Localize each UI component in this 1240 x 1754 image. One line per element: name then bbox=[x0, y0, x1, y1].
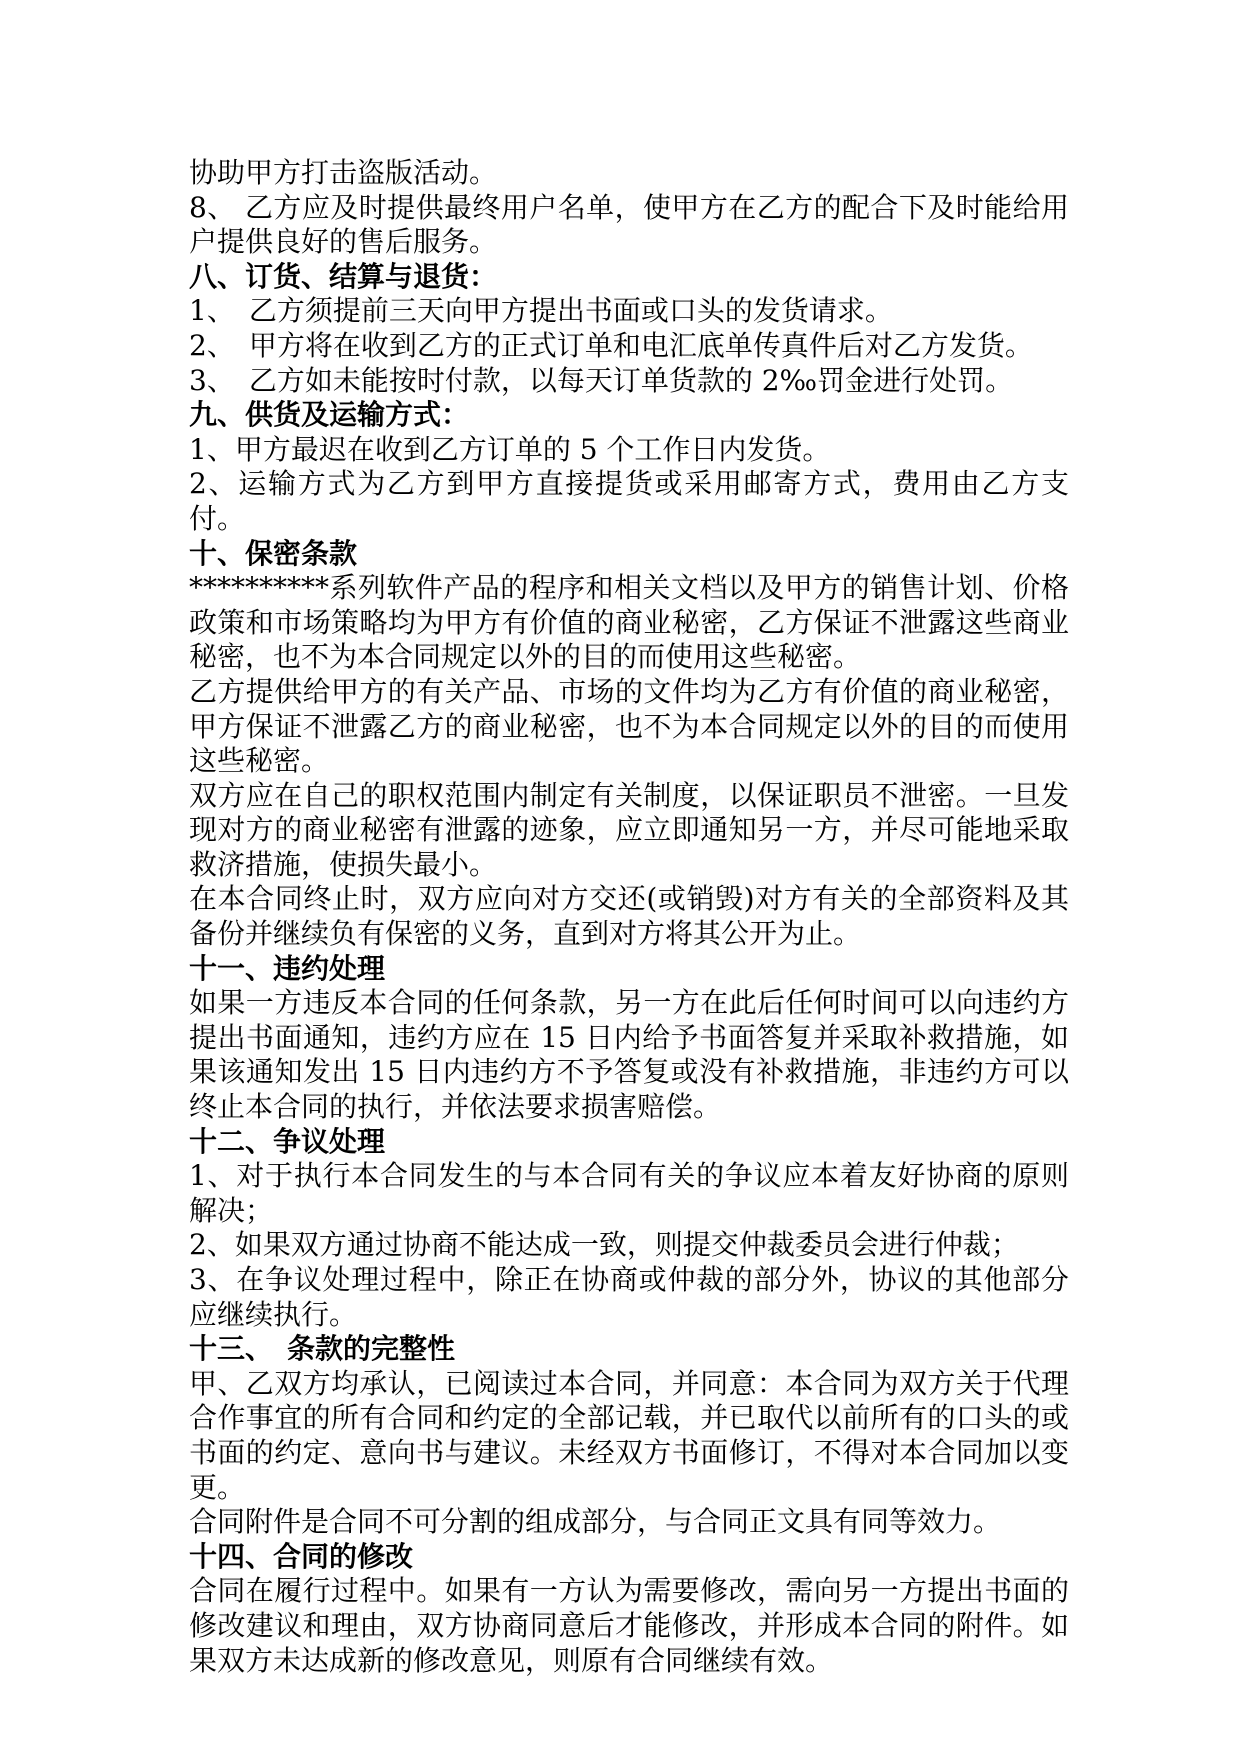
clause-11-p1: 如果一方违反本合同的任何条款，另一方在此后任何时间可以向违约方提出书面通知，违约方应在 15 日内给予书面答复并采取补救措施，如果该通知发出 15 日内违约方不予答复或没有补救措施，非违约方可以终止本合同的执行，并依法要求损害赔偿。 bbox=[189, 986, 1069, 1124]
clause-8-3: 3、 乙方如未能按时付款，以每天订单货款的 2‰罚金进行处罚。 bbox=[189, 363, 1014, 397]
section-10-heading: 十、保密条款 bbox=[189, 536, 358, 570]
clause-9-1: 1、甲方最迟在收到乙方订单的 5 个工作日内发货。 bbox=[189, 432, 831, 466]
section-8-heading: 八、订货、结算与退货： bbox=[189, 259, 498, 293]
clause-14-p1: 合同在履行过程中。如果有一方认为需要修改，需向另一方提出书面的修改建议和理由，双方协商同意后才能修改，并形成本合同的附件。如果双方未达成新的修改意见，则原有合同继续有效。 bbox=[189, 1574, 1069, 1677]
clause-9-2: 2、运输方式为乙方到甲方直接提货或采用邮寄方式，费用由乙方支付。 bbox=[189, 467, 1069, 535]
clause-13-p2: 合同附件是合同不可分割的组成部分，与合同正文具有同等效力。 bbox=[189, 1505, 1002, 1539]
paragraph-anti-piracy-end: 协助甲方打击盗版活动。 bbox=[189, 156, 498, 189]
clause-10-p3: 双方应在自己的职权范围内制定有关制度，以保证职员不泄密。一旦发现对方的商业秘密有泄露的迹象，应立即通知另一方，并尽可能地采取救济措施，使损失最小。 bbox=[189, 778, 1069, 881]
clause-10-p4: 在本合同终止时，双方应向对方交还(或销毁)对方有关的全部资料及其备份并继续负有保密的义务，直到对方将其公开为止。 bbox=[189, 882, 1069, 951]
document-page bbox=[189, 156, 1069, 1678]
clause-10-p2: 乙方提供给甲方的有关产品、市场的文件均为乙方有价值的商业秘密，甲方保证不泄露乙方的商业秘密，也不为本合同规定以外的目的而使用这些秘密。 bbox=[189, 674, 1069, 778]
clause-12-1: 1、对于执行本合同发生的与本合同有关的争议应本着友好协商的原则解决； bbox=[189, 1159, 1069, 1227]
clause-10-p1: **********系列软件产品的程序和相关文档以及甲方的销售计划、价格政策和市场策略均为甲方有价值的商业秘密，乙方保证不泄露这些商业秘密，也不为本合同规定以外的目的而使用这些秘密。 bbox=[189, 571, 1069, 674]
clause-12-2: 2、如果双方通过协商不能达成一致，则提交仲裁委员会进行仲裁； bbox=[189, 1228, 1019, 1262]
clause-8-2: 2、 甲方将在收到乙方的正式订单和电汇底单传真件后对乙方发货。 bbox=[189, 328, 1033, 362]
section-11-heading: 十一、违约处理 bbox=[189, 951, 386, 985]
section-9-heading: 九、供货及运输方式： bbox=[189, 398, 470, 432]
clause-13-p1: 甲、乙双方均承认，已阅读过本合同，并同意：本合同为双方关于代理合作事宜的所有合同和约定的全部记载，并已取代以前所有的口头的或书面的约定、意向书与建议。未经双方书面修订，不得对本合同加以变更。 bbox=[189, 1366, 1069, 1504]
clause-12-3: 3、在争议处理过程中，除正在协商或仲裁的部分外，协议的其他部分应继续执行。 bbox=[189, 1263, 1069, 1331]
section-13-heading: 十三、 条款的完整性 bbox=[189, 1332, 456, 1366]
section-12-heading: 十二、争议处理 bbox=[189, 1124, 386, 1158]
section-14-heading: 十四、合同的修改 bbox=[189, 1539, 414, 1573]
clause-7-8-user-list: 8、 乙方应及时提供最终用户名单，使甲方在乙方的配合下及时能给用户提供良好的售后服务。 bbox=[189, 190, 1069, 259]
clause-8-1: 1、 乙方须提前三天向甲方提出书面或口头的发货请求。 bbox=[189, 294, 893, 328]
